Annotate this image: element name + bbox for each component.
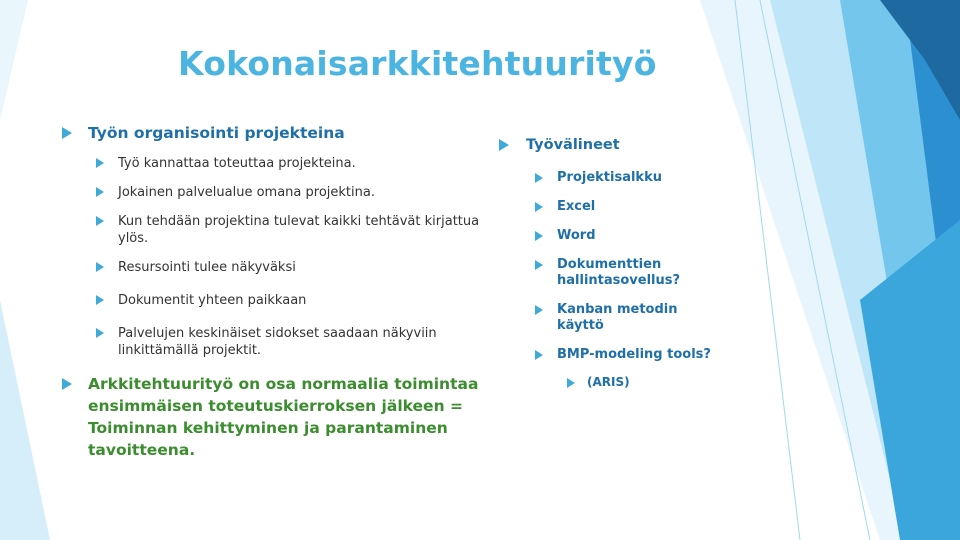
list-item bbox=[62, 155, 482, 172]
bullet-arrow-icon bbox=[535, 350, 543, 360]
left-statement-text: Arkkitehtuurityö on osa normaalia toimintaa ensimmäisen toteutuskierroksen jälkeen = Toiminnan kehittyminen ja parantaminen tavoitteena. bbox=[88, 375, 479, 459]
bullet-arrow-icon bbox=[96, 295, 104, 305]
left-heading bbox=[62, 122, 482, 144]
bullet-arrow-icon bbox=[535, 260, 543, 270]
bullet-arrow-icon bbox=[96, 158, 104, 168]
list-item-text: Word bbox=[557, 228, 596, 243]
list-item-text: Palvelujen keskinäiset sidokset saadaan näkyviin linkittämällä projektit. bbox=[118, 326, 437, 358]
bullet-arrow-icon bbox=[499, 139, 509, 151]
right-heading-text: Työvälineet bbox=[526, 137, 620, 153]
list-item-text: BMP-modeling tools? bbox=[557, 347, 711, 362]
bullet-arrow-icon bbox=[96, 262, 104, 272]
list-item bbox=[499, 347, 724, 363]
left-statement bbox=[62, 373, 482, 461]
bullet-arrow-icon bbox=[535, 202, 543, 212]
bullet-arrow-icon bbox=[567, 378, 575, 388]
bullet-arrow-icon bbox=[96, 328, 104, 338]
list-subitem bbox=[499, 375, 724, 390]
list-item bbox=[499, 257, 724, 289]
list-item bbox=[62, 259, 482, 276]
left-decor-shape-bottom bbox=[0, 300, 50, 540]
slide-title: Kokonaisarkkitehtuurityö bbox=[178, 44, 657, 83]
list-item-text: Työ kannattaa toteuttaa projekteina. bbox=[118, 156, 356, 171]
bullet-arrow-icon bbox=[96, 187, 104, 197]
bullet-arrow-icon bbox=[62, 127, 72, 139]
list-item bbox=[499, 302, 724, 334]
list-item-text: Jokainen palvelualue omana projektina. bbox=[118, 185, 375, 200]
right-heading bbox=[499, 134, 724, 156]
bullet-arrow-icon bbox=[62, 378, 72, 390]
list-item-text: Resursointi tulee näkyväksi bbox=[118, 260, 296, 275]
list-item bbox=[62, 325, 482, 359]
bullet-arrow-icon bbox=[535, 305, 543, 315]
list-item bbox=[62, 213, 482, 247]
list-item bbox=[499, 228, 724, 244]
list-item bbox=[62, 292, 482, 309]
list-item-text: Excel bbox=[557, 199, 596, 214]
bullet-arrow-icon bbox=[535, 231, 543, 241]
list-item-text: Projektisalkku bbox=[557, 170, 662, 185]
left-heading-text: Työn organisointi projekteina bbox=[88, 124, 345, 142]
bullet-arrow-icon bbox=[535, 173, 543, 183]
list-item bbox=[62, 184, 482, 201]
left-decor-shape-top bbox=[0, 0, 28, 120]
list-item-text: Kun tehdään projektina tulevat kaikki tehtävät kirjattua ylös. bbox=[118, 214, 480, 246]
list-item bbox=[499, 170, 724, 186]
list-item bbox=[499, 199, 724, 215]
list-item-text: Kanban metodin käyttö bbox=[557, 302, 678, 333]
left-column bbox=[62, 122, 482, 461]
right-column bbox=[499, 134, 724, 390]
bullet-arrow-icon bbox=[96, 216, 104, 226]
list-subitem-text: (ARIS) bbox=[587, 375, 630, 389]
list-item-text: Dokumenttien hallintasovellus? bbox=[557, 257, 681, 288]
list-item-text: Dokumentit yhteen paikkaan bbox=[118, 293, 307, 308]
